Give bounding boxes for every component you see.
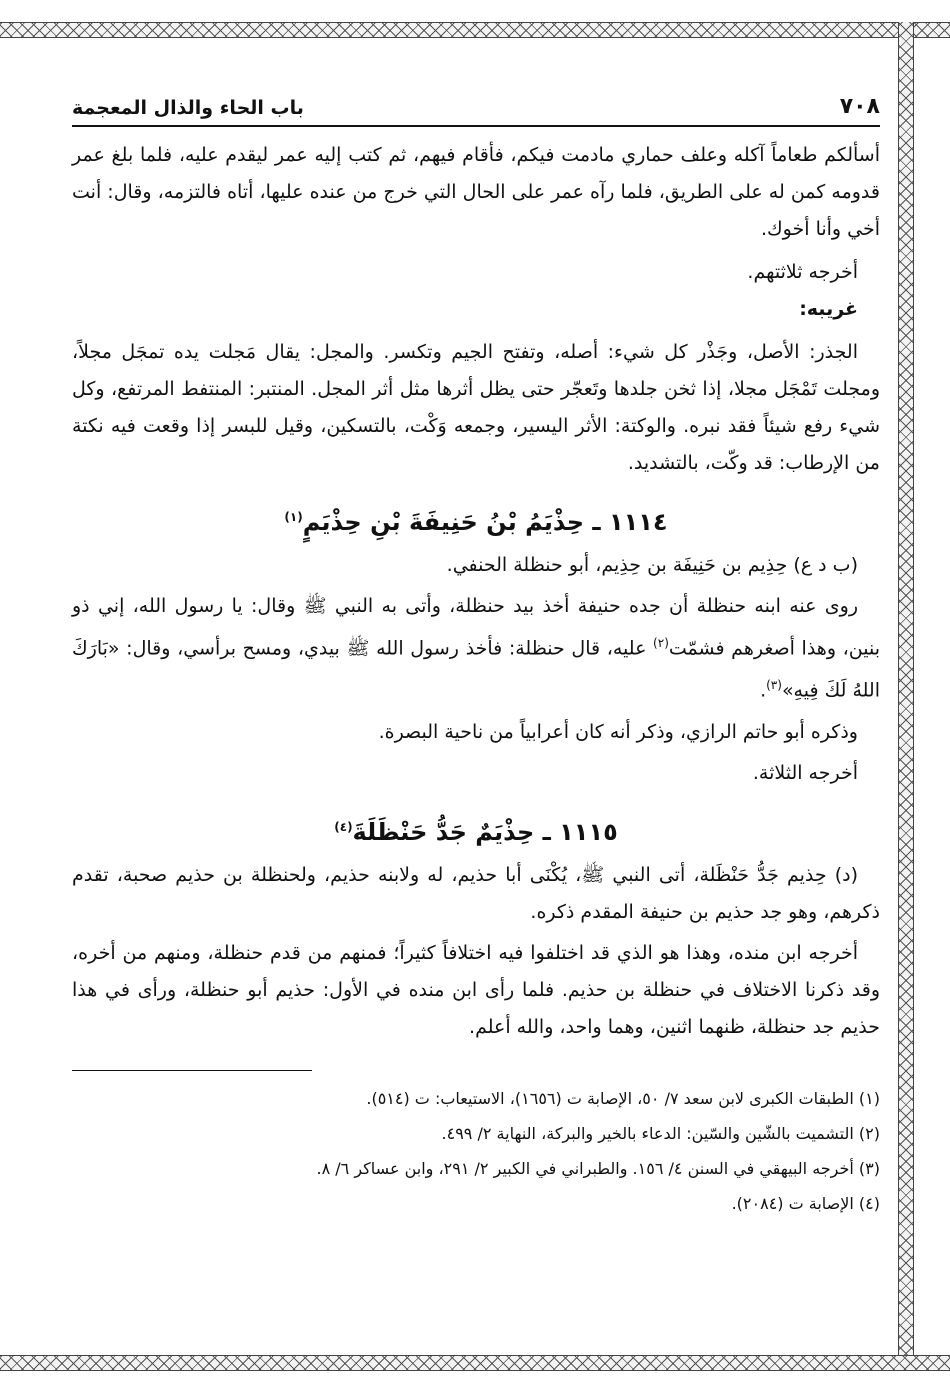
footnote-2: (٢) التشميت بالشّين والسّين: الدعاء بالخير والبركة، النهاية ٢/ ٤٩٩.	[441, 1123, 880, 1143]
footnote-3: (٣) أخرجه البيهقي في السنن ٤/ ١٥٦. والطبراني في الكبير ٢/ ٢٩١، وابن عساكر ٦/ ٨.	[316, 1158, 880, 1178]
footnote-4: (٤) الإصابة ت (٢٠٨٤).	[731, 1193, 880, 1213]
page-number: ٧٠٨	[839, 94, 880, 119]
footnote-1: (١) الطبقات الكبرى لابن سعد ٧/ ٥٠، الإصابة ت (١٦٥٦)، الاستيعاب: ت (٥١٤).	[366, 1088, 880, 1108]
gharib-text: الجذر: الأصل، وجَذْر كل شيء: أصله، وتفتح الجيم وتكسر. والمجل: يقال مَجلت يده تمجَل مجلاً، ومجلت تَمْجَل مجلا، إذا ثخن جلدها وتَعجّر حتى يظل أثرها مثل أثر المجل. المنتبر: المنتفط المرتفع، وكل شيء رفع شيئاً فقد نبره. والوكتة: الأثر اليسير، وجمعه وَكْت، بالتسكين، وقيل للبسر إذا وقعت فيه نكتة من الإرطاب: قد وكّت، بالتشديد.	[72, 341, 880, 474]
entry-1114-text-c: .	[760, 679, 767, 702]
entry-1114-title	[72, 498, 880, 541]
page-body	[72, 137, 880, 1046]
footnotes	[72, 1081, 880, 1221]
entry-1115-paragraph-1: (د) حِذيم جَدُّ حَنْظَلة، أتى النبي ﷺ، يُكْنَى أبا حذيم، له ولابنه حذيم، ولحنظلة بن حذيم صحبة، تقدم ذكرهم، وهو جد حذيم بن حنيفة المقدم ذكره.	[72, 863, 880, 923]
gharib-heading: غريبه:	[799, 298, 858, 320]
entry-1115-paragraph-2: أخرجه ابن منده، وهذا هو الذي قد اختلفوا فيه اختلافاً كثيراً؛ فمنهم من قدم حنظلة، ومنهم من أخره، وقد ذكرنا الاختلاف في حنظلة بن حذيم. فلما رأى ابن منده في الأول: حذيم أبو حنظلة، ورأى في هذا حذيم جد حنظلة، ظنهما اثنين، وهما واحد، والله أعلم.	[72, 941, 880, 1038]
entry-1114-paragraph-2: وذكره أبو حاتم الرازي، وذكر أنه كان أعرابياً من ناحية البصرة.	[378, 720, 858, 743]
book-page	[72, 95, 880, 1221]
page-header	[72, 95, 880, 127]
entry-1114-text-b: عليه، قال حنظلة: فأخذ رسول الله ﷺ بيدي، ومسح برأسي، وقال: «بَارَكَ اللهُ لَكَ فِيهِ»	[72, 637, 880, 702]
footnote-ref-3: (٣)	[766, 678, 782, 693]
chapter-title: باب الحاء والذال المعجمة	[72, 97, 304, 119]
entry-1114-paragraph-3: أخرجه الثلاثة.	[752, 761, 858, 784]
decorative-border-right	[898, 22, 914, 1370]
decorative-border-bottom	[0, 1355, 950, 1371]
entry-1114-intro: (ب د ع) حِذِيم بن حَنِيفَة بن حِذِيم، أبو حنظلة الحنفي.	[446, 554, 858, 576]
decorative-border-top	[0, 22, 950, 38]
footnote-ref-1: (١)	[284, 510, 303, 524]
entry-1115-title	[72, 808, 880, 851]
footnote-divider	[72, 1070, 312, 1071]
entry-1114-text-a: روى عنه ابنه حنظلة أن جده حنيفة أخذ بيد حنظلة، وأتى به النبي ﷺ وقال: يا رسول الله، إني ذو بنين، وهذا أصغرهم فشمّت	[72, 595, 880, 660]
entry-1114-paragraph-1	[72, 588, 880, 710]
footnote-ref-2: (٢)	[653, 636, 669, 650]
paragraph-intro-1: أسألكم طعاماً آكله وعلف حماري مادمت فيكم، فأقام فيهم، ثم كتب إليه عمر ليقدم عليه، فلما بلغ عمر قدومه كمن له على الطريق، فلما رآه عمر على الحال التي خرج من عنده عليها، أتاه فالتزمه، وقال: أنت أخي وأنا أخوك.	[72, 144, 880, 240]
paragraph-intro-2: أخرجه ثلاثتهم.	[747, 261, 858, 283]
footnote-ref-4: (٤)	[334, 819, 353, 834]
entry-1114-title-text: ١١١٤ ـ حِذْيَمُ بْنُ حَنِيفَةَ بْنِ حِذْيَمٍ	[302, 508, 668, 536]
entry-1115-title-text: ١١١٥ ـ حِذْيَمٌ جَدُّ حَنْظَلَةَ	[352, 817, 618, 846]
